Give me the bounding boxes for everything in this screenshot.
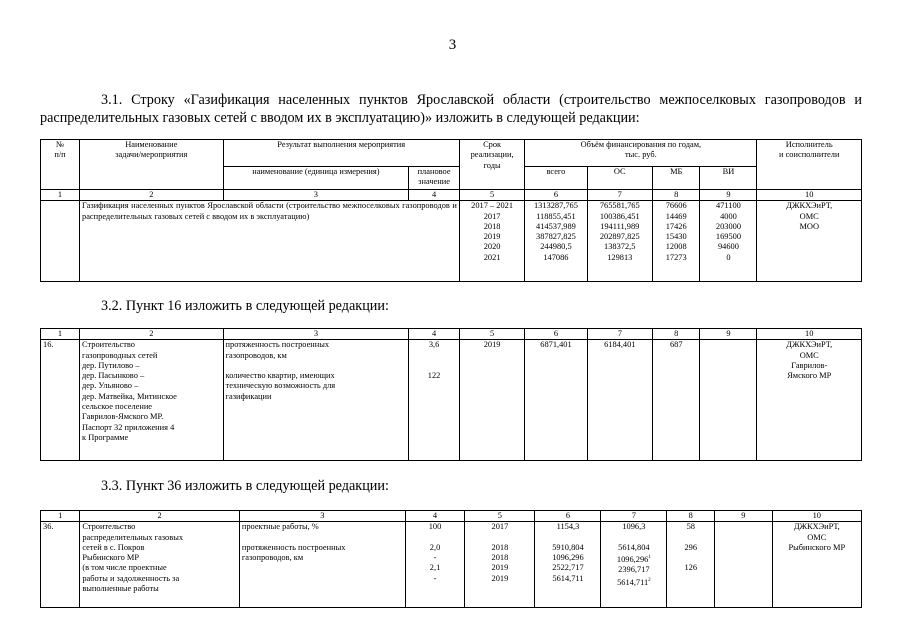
column-number: 2 [80, 511, 240, 522]
column-number: 4 [405, 511, 465, 522]
header-executor: Исполнитель и соисполнители [757, 140, 862, 190]
column-number: 9 [715, 511, 772, 522]
column-number: 4 [409, 329, 460, 340]
row-vi: 471100 4000 203000 169500 94600 0 [700, 201, 757, 282]
section-1-table [40, 139, 862, 282]
table-row [41, 340, 862, 461]
row-os: 765581,765 100386,451 194111,989 202897,825 138372,5 129813 [587, 201, 652, 282]
column-number: 8 [653, 329, 700, 340]
header-result-name: наименование (единица измерения) [223, 167, 409, 190]
column-numbers-row [41, 511, 862, 522]
column-number: 8 [652, 190, 699, 201]
row-years: 2017 2018 2018 2019 2019 [465, 522, 535, 608]
header-mb: МБ [652, 167, 699, 190]
row-years: 2017 – 2021 2017 2018 2019 2020 2021 [459, 201, 524, 282]
row-os: 6184,401 [587, 340, 652, 461]
header-num: № п/п [41, 140, 80, 190]
header-total: всего [525, 167, 587, 190]
row-mb: 58 296 126 [667, 522, 715, 608]
header-vi: ВИ [700, 167, 757, 190]
row-vi [715, 522, 772, 608]
row-name: Строительство распределительных газовых сетей в с. Покров Рыбинского МР (в том числе проектные работы и задолженность за выполненные работы [80, 522, 240, 608]
row-total: 1154,3 5910,804 1096,296 2522,717 5614,711 [535, 522, 601, 608]
column-number: 10 [757, 329, 862, 340]
section-2-heading: 3.2. Пункт 16 изложить в следующей редакции: [101, 298, 389, 314]
row-year: 2019 [459, 340, 524, 461]
row-vi [700, 340, 757, 461]
column-number: 5 [459, 190, 524, 201]
header-os: ОС [587, 167, 652, 190]
row-name: Строительство газопроводных сетей дер. Путилово – дер. Пасынково – дер. Ульяново – дер. Матвейка, Митинское сельское поселение Гаврилов-Ямского МР. Паспорт 32 приложения 4 к Программе [80, 340, 224, 461]
section-3-table [40, 510, 862, 608]
column-number: 2 [80, 329, 224, 340]
footnote-marker: 2 [648, 577, 651, 583]
row-mb: 687 [653, 340, 700, 461]
row-num: 36. [41, 522, 80, 608]
row-executor: ДЖКХЭиРТ, ОМС Гаврилов- Ямского МР [757, 340, 862, 461]
column-number: 3 [239, 511, 405, 522]
row-total: 1313287,765 118855,451 414537,989 387827,825 244980,5 147086 [525, 201, 587, 282]
column-number: 7 [587, 329, 652, 340]
column-number: 1 [41, 329, 80, 340]
header-result-group: Результат выполнения мероприятия [223, 140, 459, 167]
column-numbers-row [41, 190, 862, 201]
column-number: 3 [223, 190, 409, 201]
column-numbers-row [41, 329, 862, 340]
column-number: 5 [459, 329, 524, 340]
row-executor: ДЖКХЭиРТ, ОМС МОО [757, 201, 862, 282]
header-funding-group: Объём финансирования по годам, тыс. руб. [525, 140, 757, 167]
row-plan: 3,6 122 [409, 340, 460, 461]
table-row [41, 201, 862, 282]
column-number: 5 [465, 511, 535, 522]
page-number: 3 [448, 37, 457, 53]
section-2-table [40, 328, 862, 461]
column-number: 1 [41, 511, 80, 522]
row-executor: ДЖКХЭиРТ, ОМС Рыбинского МР [772, 522, 861, 608]
column-number: 2 [80, 190, 224, 201]
section-1-heading: 3.1. Строку «Газификация населенных пунктов Ярославской области (строительство межпоселковых газопроводов и распределительных газовых сетей с вводом их в эксплуатацию)» изложить в следующей редакции: [40, 92, 862, 126]
column-number: 6 [525, 190, 587, 201]
table-row [41, 522, 862, 608]
row-name: Газификация населенных пунктов Ярославской области (строительство межпоселковых газопроводов и распределительных газовых сетей с вводом их в эксплуатацию) [80, 201, 460, 282]
column-number: 4 [409, 190, 460, 201]
row-num-cell [41, 201, 80, 282]
row-result: протяженность построенных газопроводов, км количество квартир, имеющих техническую возможность для газификации [223, 340, 409, 461]
column-number: 9 [700, 329, 757, 340]
footnote-marker: 1 [648, 555, 651, 561]
column-number: 3 [223, 329, 409, 340]
row-os: 1096,3 5614,804 1096,296$^1$ 2396,717 5614,711$^2$ [601, 522, 667, 608]
column-number: 7 [601, 511, 667, 522]
header-task-name: Наименование задачи/мероприятия [80, 140, 224, 190]
column-number: 9 [700, 190, 757, 201]
row-result: проектные работы, % протяженность построенных газопроводов, км [239, 522, 405, 608]
header-term: Срок реализации, годы [459, 140, 524, 190]
column-number: 8 [667, 511, 715, 522]
row-mb: 76606 14469 17426 15430 12008 17273 [652, 201, 699, 282]
column-number: 10 [757, 190, 862, 201]
column-number: 7 [587, 190, 652, 201]
section-3-heading: 3.3. Пункт 36 изложить в следующей редакции: [101, 478, 389, 494]
column-number: 1 [41, 190, 80, 201]
column-number: 6 [535, 511, 601, 522]
column-number: 10 [772, 511, 861, 522]
row-total: 6871,401 [525, 340, 587, 461]
row-plan: 100 2,0 - 2,1 - [405, 522, 465, 608]
header-result-plan: плановое значение [409, 167, 460, 190]
column-number: 6 [525, 329, 587, 340]
row-num: 16. [41, 340, 80, 461]
